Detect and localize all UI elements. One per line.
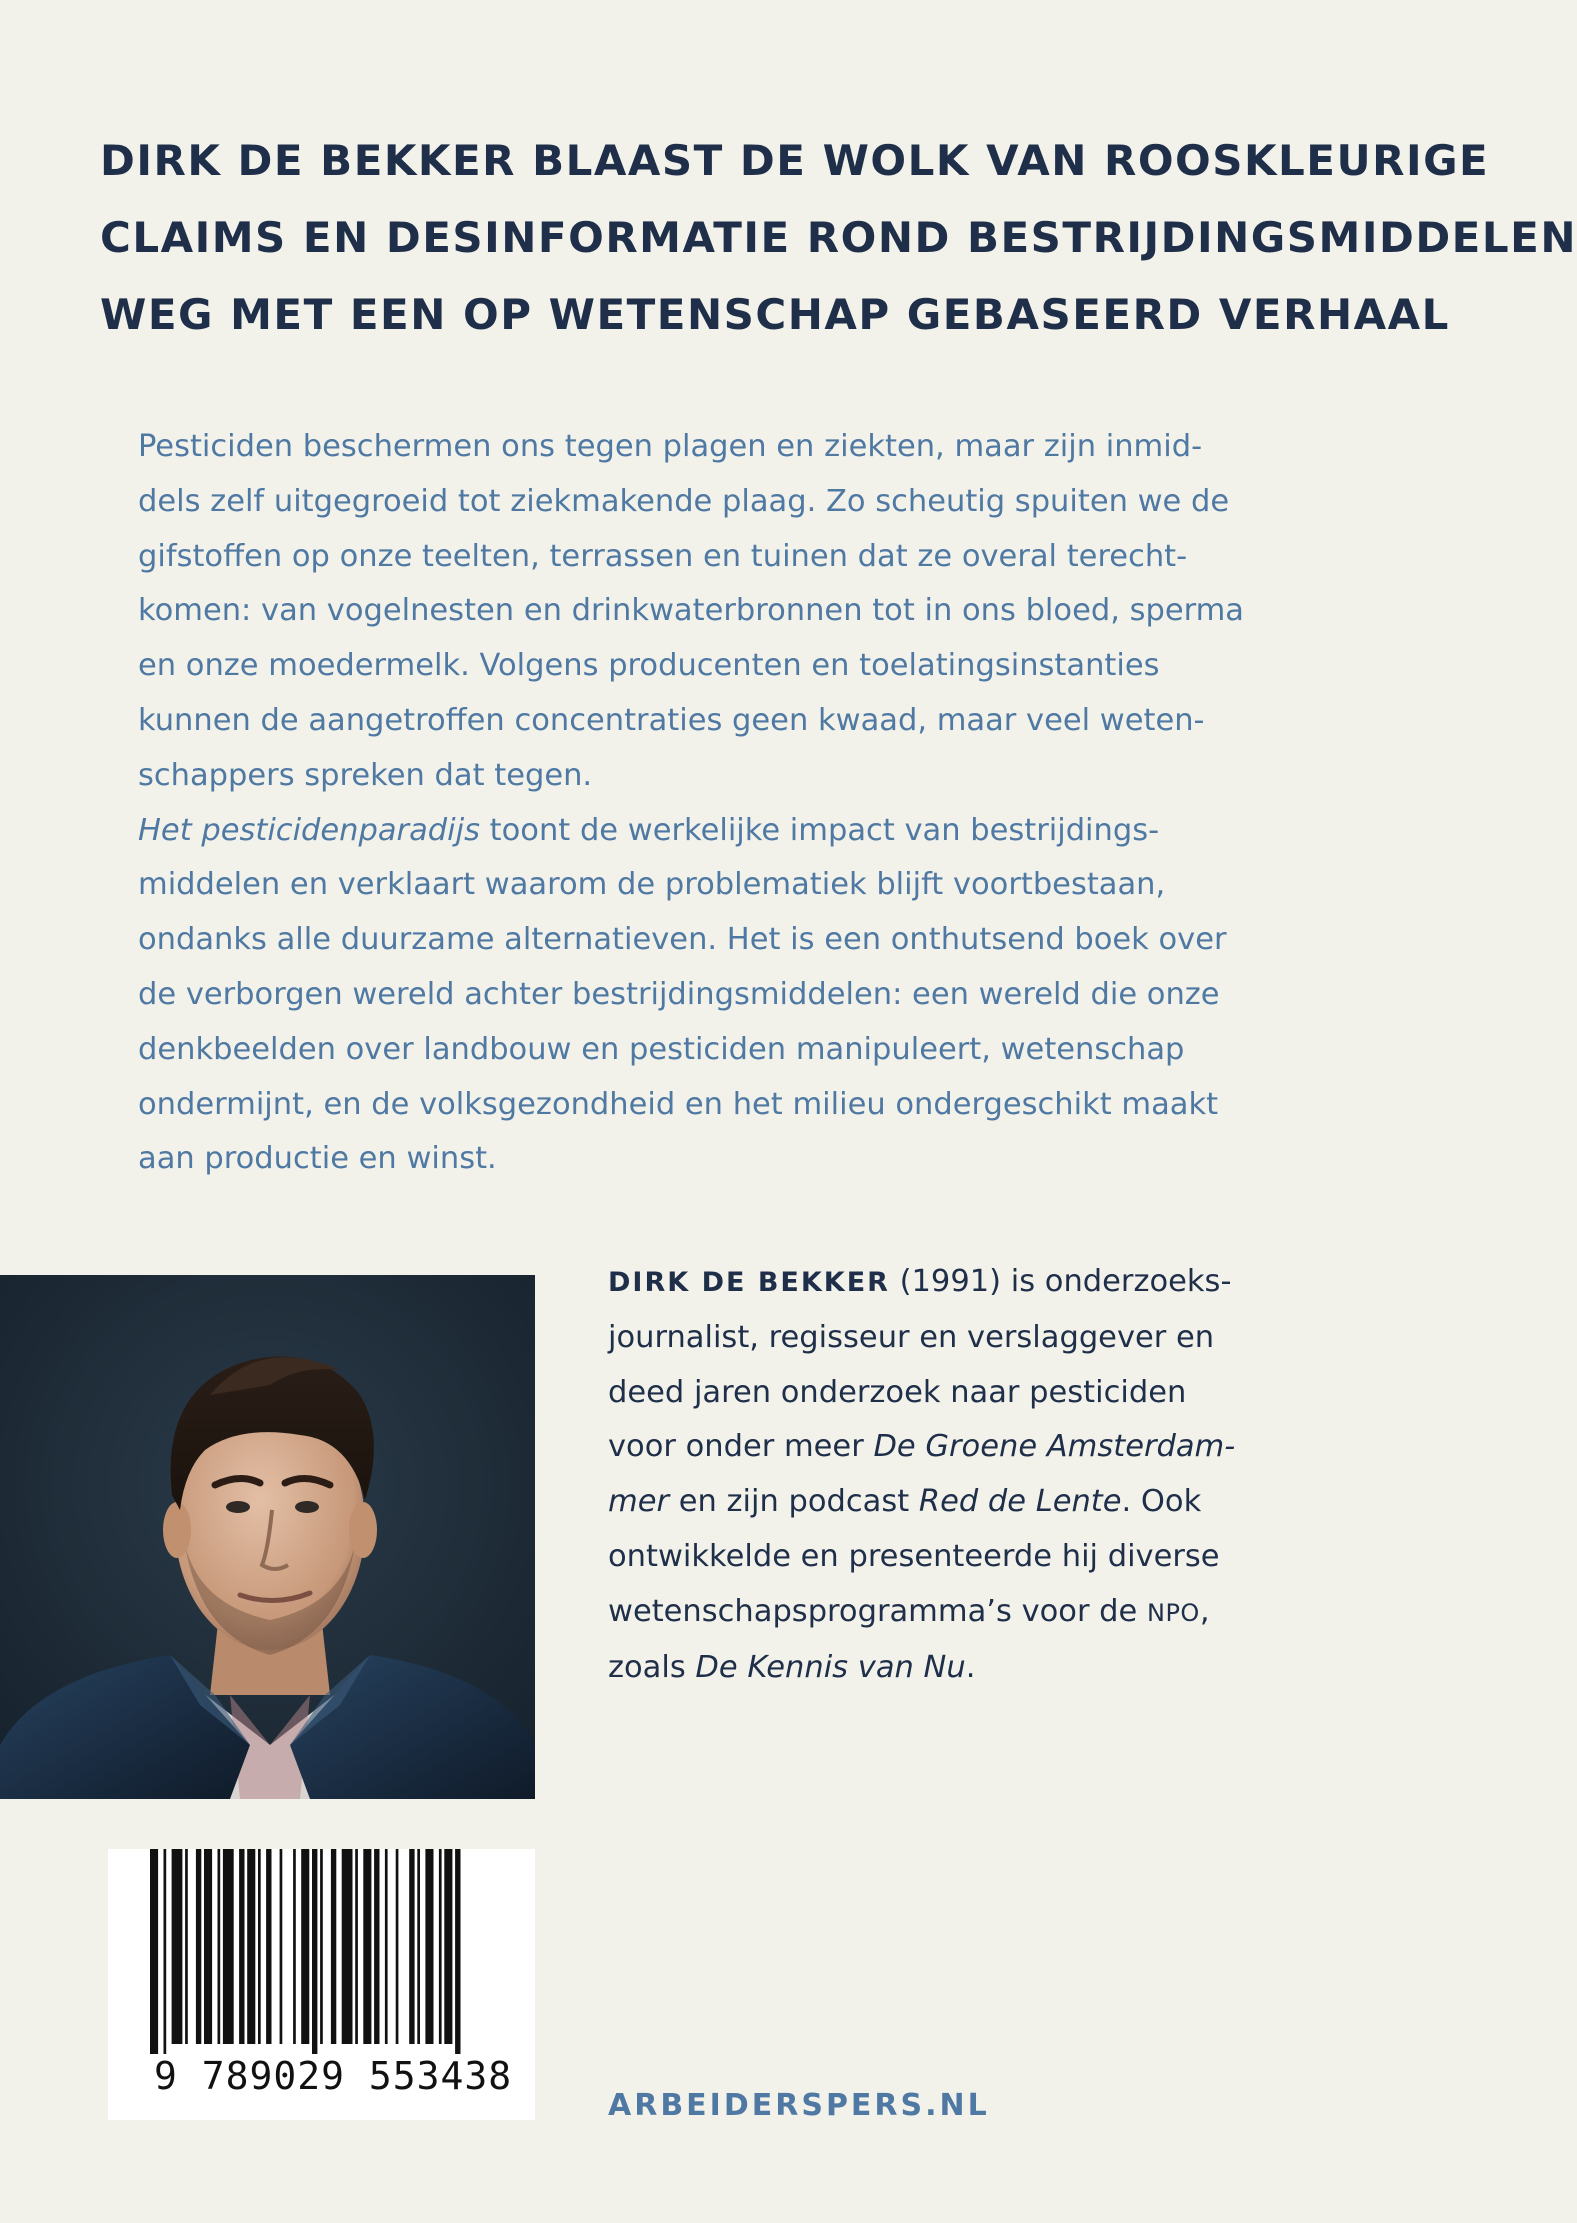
bio-text: en zijn podcast	[669, 1484, 919, 1520]
bio-text: (1991) is onderzoeks-	[889, 1264, 1232, 1299]
bio-line	[608, 1585, 1298, 1641]
barcode-bar	[266, 1849, 271, 2044]
barcode-bar	[320, 1849, 323, 2044]
bio-line	[608, 1475, 1298, 1530]
blurb-line: dels zelf uitgegroeid tot ziekmakende plaag. Zo scheutig spuiten we de	[138, 483, 1230, 519]
barcode-bar	[374, 1849, 379, 2044]
bio-line: ontwikkelde en presenteerde hij diverse	[608, 1538, 1220, 1574]
book-blurb	[138, 420, 1278, 1187]
headline-line-1: DIRK DE BEKKER BLAAST DE WOLK VAN ROOSKLEURIGE	[100, 136, 1490, 185]
npo-text: NPO	[1147, 1598, 1200, 1627]
isbn-number: 9 789029 553438	[154, 2054, 513, 2098]
blurb-line: kunnen de aangetroffen concentraties geen kwaad, maar veel weten-	[138, 702, 1205, 738]
barcode-bar	[150, 1849, 158, 2054]
blurb-line: ondermijnt, en de volksgezondheid en het milieu ondergeschikt maakt	[138, 1086, 1219, 1122]
barcode-bar	[223, 1849, 234, 2044]
bio-text: zoals	[608, 1649, 696, 1685]
bio-italic: De Groene Amsterdam-	[873, 1429, 1236, 1465]
bio-text: wetenschapsprogramma’s voor de	[608, 1593, 1147, 1629]
cover-headline	[100, 122, 1577, 353]
barcode-bar	[293, 1849, 296, 2044]
barcode-bar	[196, 1849, 201, 2044]
blurb-line: de verborgen wereld achter bestrijdingsmiddelen: een wereld die onze	[138, 976, 1220, 1012]
barcode-bar	[331, 1849, 336, 2044]
barcode-bar	[425, 1849, 433, 2044]
program-title: De Kennis van Nu	[695, 1649, 966, 1685]
barcode-bar	[204, 1849, 212, 2044]
author-name: DIRK DE BEKKER	[608, 1267, 890, 1298]
barcode-bar	[258, 1849, 261, 2044]
barcode-bar	[409, 1849, 414, 2044]
bio-text: . Ook	[1121, 1484, 1202, 1520]
barcode-bar	[342, 1849, 353, 2044]
barcode-bar	[439, 1849, 442, 2044]
bio-line: deed jaren onderzoek naar pesticiden	[608, 1374, 1187, 1410]
bio-line	[608, 1641, 1298, 1696]
author-portrait-image	[0, 1275, 535, 1799]
barcode-bars	[108, 1849, 535, 2059]
barcode-bar	[164, 1849, 167, 2054]
barcode-bar	[239, 1849, 244, 2044]
bio-line	[608, 1420, 1298, 1475]
barcode-bar	[301, 1849, 309, 2044]
podcast-title: Red de Lente	[918, 1484, 1122, 1520]
barcode-bar	[185, 1849, 188, 2044]
bio-text: .	[965, 1649, 976, 1685]
barcode-bar	[312, 1849, 317, 2054]
author-bio	[608, 1255, 1298, 1695]
barcode-bar	[396, 1849, 399, 2044]
blurb-line	[138, 804, 1278, 859]
barcode-bar	[417, 1849, 420, 2044]
barcode-bar	[218, 1849, 221, 2044]
bio-italic: mer	[608, 1484, 670, 1520]
blurb-line: middelen en verklaart waarom de problematiek blijft voortbestaan,	[138, 867, 1166, 903]
blurb-line: gifstoffen op onze teelten, terrassen en tuinen dat ze overal terecht-	[138, 538, 1188, 574]
blurb-line: Pesticiden beschermen ons tegen plagen en ziekten, maar zijn inmid-	[138, 429, 1203, 464]
blurb-text: toont de werkelijke impact van bestrijdings-	[479, 812, 1160, 848]
barcode-bar	[247, 1849, 255, 2044]
barcode-bar	[172, 1849, 183, 2044]
blurb-line: aan productie en winst.	[138, 1141, 497, 1177]
headline-line-2: CLAIMS EN DESINFORMATIE ROND BESTRIJDINGSMIDDELEN	[100, 213, 1577, 262]
barcode-bar	[455, 1849, 460, 2054]
blurb-line: en onze moedermelk. Volgens producenten en toelatingsinstanties	[138, 648, 1160, 684]
blurb-line: denkbeelden over landbouw en pesticiden manipuleert, wetenschap	[138, 1031, 1185, 1067]
barcode-bar	[280, 1849, 283, 2044]
blurb-line: ondanks alle duurzame alternatieven. Het is een onthutsend boek over	[138, 922, 1227, 958]
author-portrait-svg	[0, 1275, 535, 1799]
isbn-barcode	[108, 1849, 535, 2120]
barcode-bar	[355, 1849, 358, 2044]
bio-line: journalist, regisseur en verslaggever en	[608, 1319, 1215, 1355]
blurb-line: komen: van vogelnesten en drinkwaterbronnen tot in ons bloed, sperma	[138, 593, 1244, 629]
publisher-website: ARBEIDERSPERS.NL	[608, 2088, 990, 2123]
barcode-bar	[385, 1849, 388, 2044]
bio-text: ,	[1199, 1593, 1210, 1629]
blurb-line: schappers spreken dat tegen.	[138, 757, 593, 793]
headline-line-3: WEG MET EEN OP WETENSCHAP GEBASEERD VERHAAL	[100, 290, 1450, 339]
book-title: Het pesticidenparadijs	[138, 812, 480, 848]
barcode-bar	[444, 1849, 452, 2044]
bio-line	[608, 1255, 1298, 1311]
bio-text: voor onder meer	[608, 1429, 874, 1465]
barcode-bar	[363, 1849, 371, 2044]
